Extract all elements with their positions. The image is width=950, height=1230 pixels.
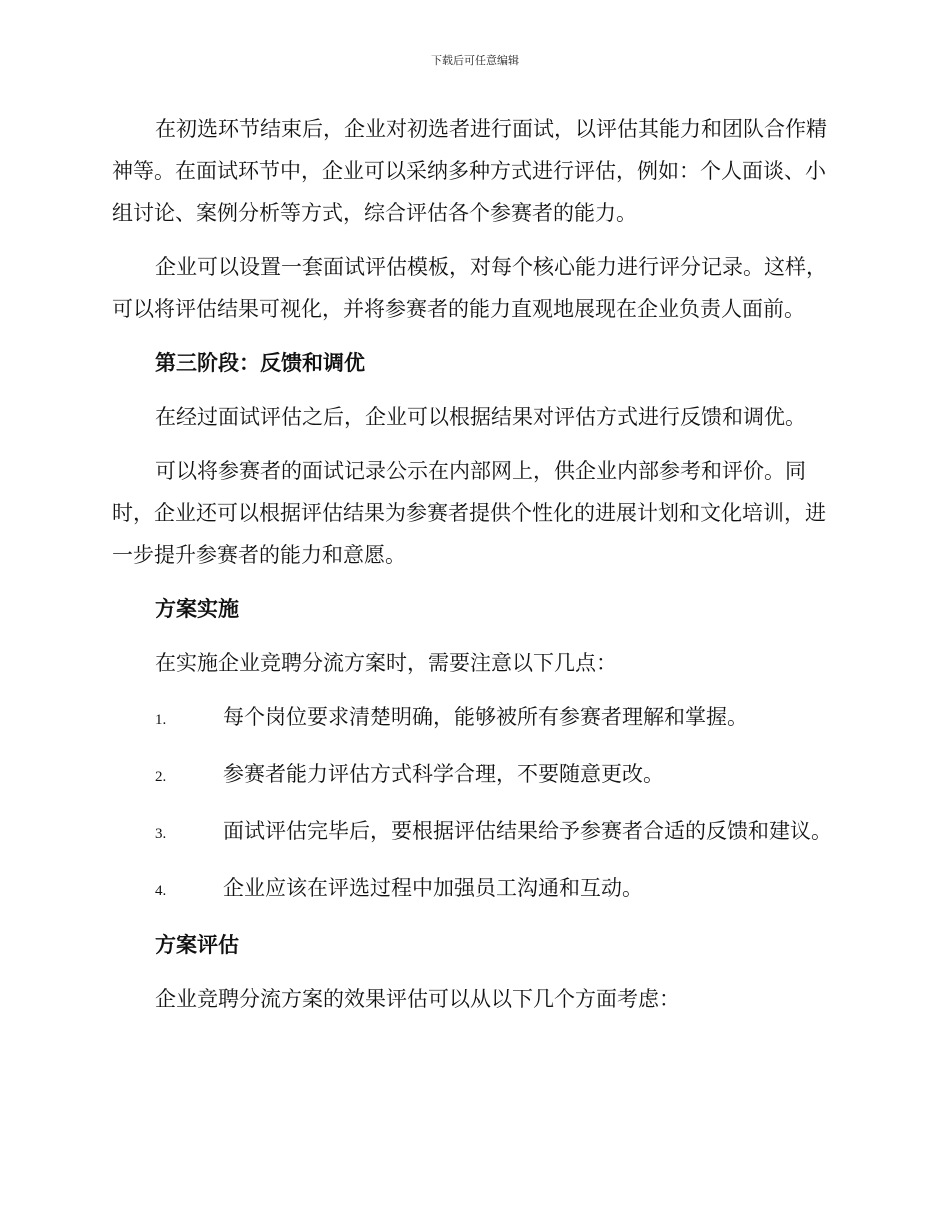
list-item-text: 企业应该在评选过程中加强员工沟通和互动。: [223, 876, 643, 900]
paragraph-implementation-intro: 在实施企业竞聘分流方案时，需要注意以下几点：: [155, 651, 617, 675]
section-heading-implementation: 方案实施: [155, 596, 239, 621]
list-item-number: 3.: [155, 826, 167, 842]
list-item: [112, 867, 832, 912]
paragraph-evaluation-intro: 企业竞聘分流方案的效果评估可以从以下几个方面考虑：: [155, 987, 680, 1011]
list-item-text: 参赛者能力评估方式科学合理，不要随意更改。: [223, 762, 664, 786]
list-item: [112, 753, 832, 798]
list-item-text: 每个岗位要求清楚明确，能够被所有参赛者理解和掌握。: [223, 705, 748, 729]
document-body: [112, 108, 832, 1020]
paragraph-interview: 在初选环节结束后，企业对初选者进行面试，以评估其能力和团队合作精神等。在面试环节中，企业可以采纳多种方式进行评估，例如：个人面谈、小组讨论、案例分析等方式，综合评估各个参赛者的能力。: [112, 117, 827, 225]
page-header: 下载后可任意编辑: [431, 54, 519, 67]
paragraph-publish: 可以将参赛者的面试记录公示在内部网上，供企业内部参考和评价。同时，企业还可以根据评估结果为参赛者提供个性化的进展计划和文化培训，进一步提升参赛者的能力和意愿。: [112, 459, 826, 567]
section-heading-evaluation: 方案评估: [155, 932, 239, 957]
paragraph-template: 企业可以设置一套面试评估模板，对每个核心能力进行评分记录。这样，可以将评估结果可视化，并将参赛者的能力直观地展现在企业负责人面前。: [112, 255, 827, 321]
list-item: [112, 810, 832, 855]
list-item: [112, 696, 832, 741]
list-item-number: 2.: [155, 769, 167, 785]
list-item-number: 1.: [155, 712, 167, 728]
list-item-text: 面试评估完毕后，要根据评估结果给予参赛者合适的反馈和建议。: [223, 819, 832, 843]
paragraph-feedback: 在经过面试评估之后，企业可以根据结果对评估方式进行反馈和调优。: [155, 405, 806, 429]
section-heading-stage-three: 第三阶段：反馈和调优: [155, 350, 365, 375]
list-item-number: 4.: [155, 883, 167, 899]
